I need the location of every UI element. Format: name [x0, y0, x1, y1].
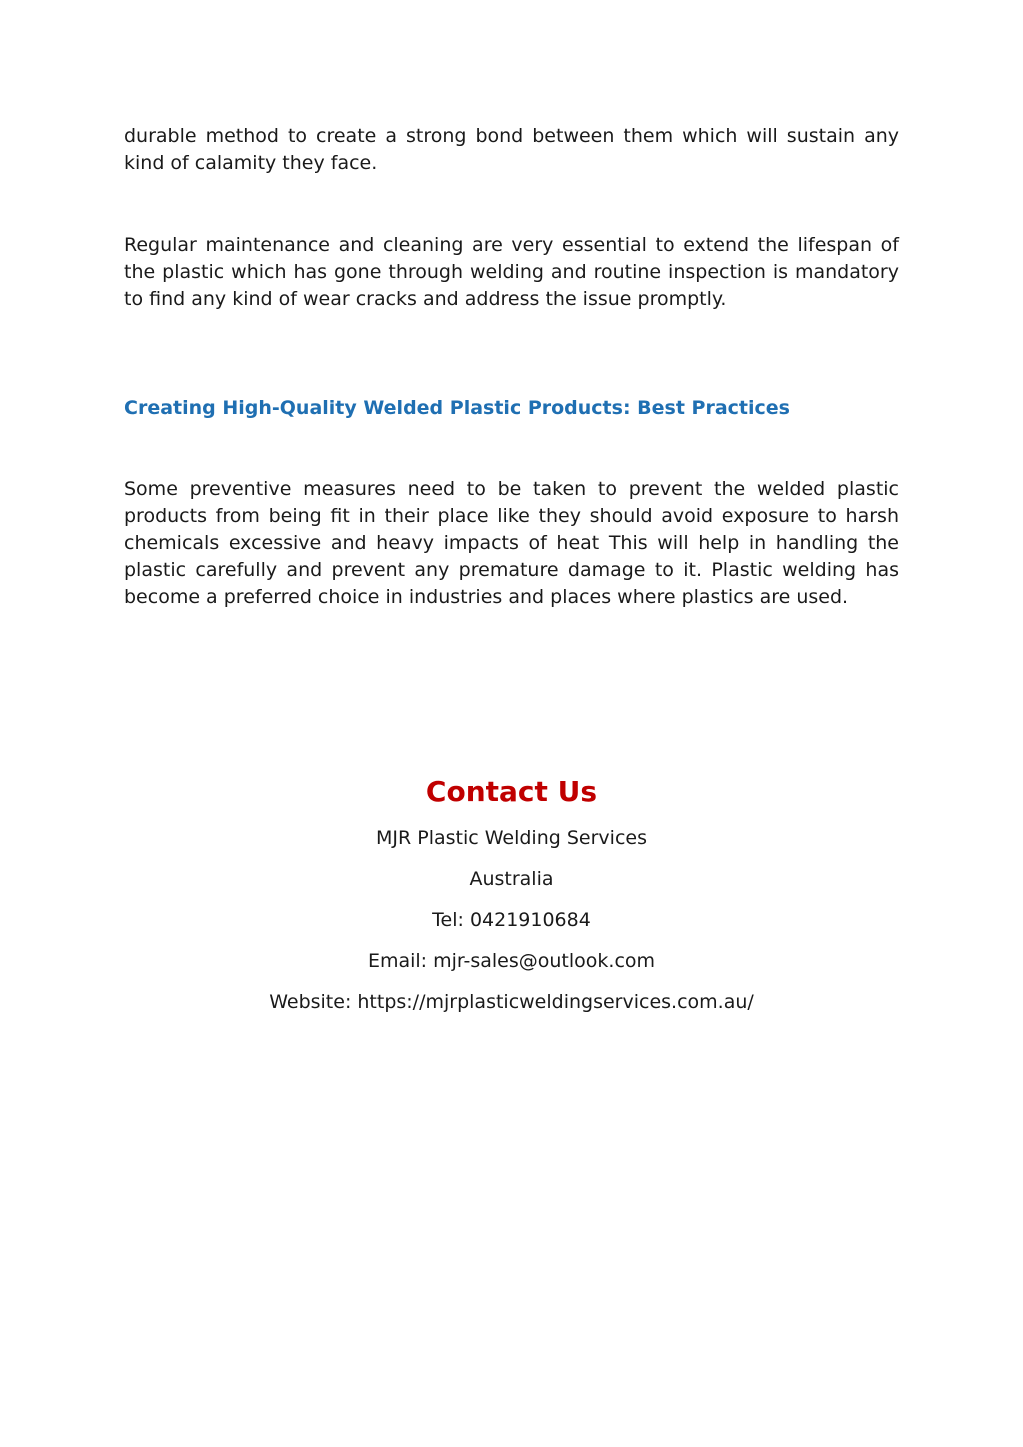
paragraph-bond-method: durable method to create a strong bond between them which will sustain any kind of calamity they face. — [124, 125, 899, 174]
contact-phone: Tel: 0421910684 — [432, 909, 591, 931]
contact-country: Australia — [469, 868, 554, 890]
section-heading: Creating High-Quality Welded Plastic Products: Best Practices — [124, 397, 790, 419]
contact-email: Email: mjr-sales@outlook.com — [367, 950, 656, 972]
contact-block — [0, 772, 1023, 1023]
paragraph-maintenance: Regular maintenance and cleaning are very essential to extend the lifespan of the plastic which has gone through welding and routine inspection is mandatory to find any kind of wear cracks and address the issue promptly. — [124, 234, 899, 310]
contact-website: Website: https://mjrplasticweldingservices.com.au/ — [269, 991, 754, 1013]
paragraph-preventive-measures: Some preventive measures need to be taken to prevent the welded plastic products from being fit in their place like they should avoid exposure to harsh chemicals excessive and heavy impacts of heat This will help in handling the plastic carefully and prevent any premature damage to it. Plastic welding has become a preferred choice in industries and places where plastics are used. — [124, 478, 899, 608]
contact-company: MJR Plastic Welding Services — [376, 827, 647, 849]
contact-title: Contact Us — [425, 775, 598, 808]
